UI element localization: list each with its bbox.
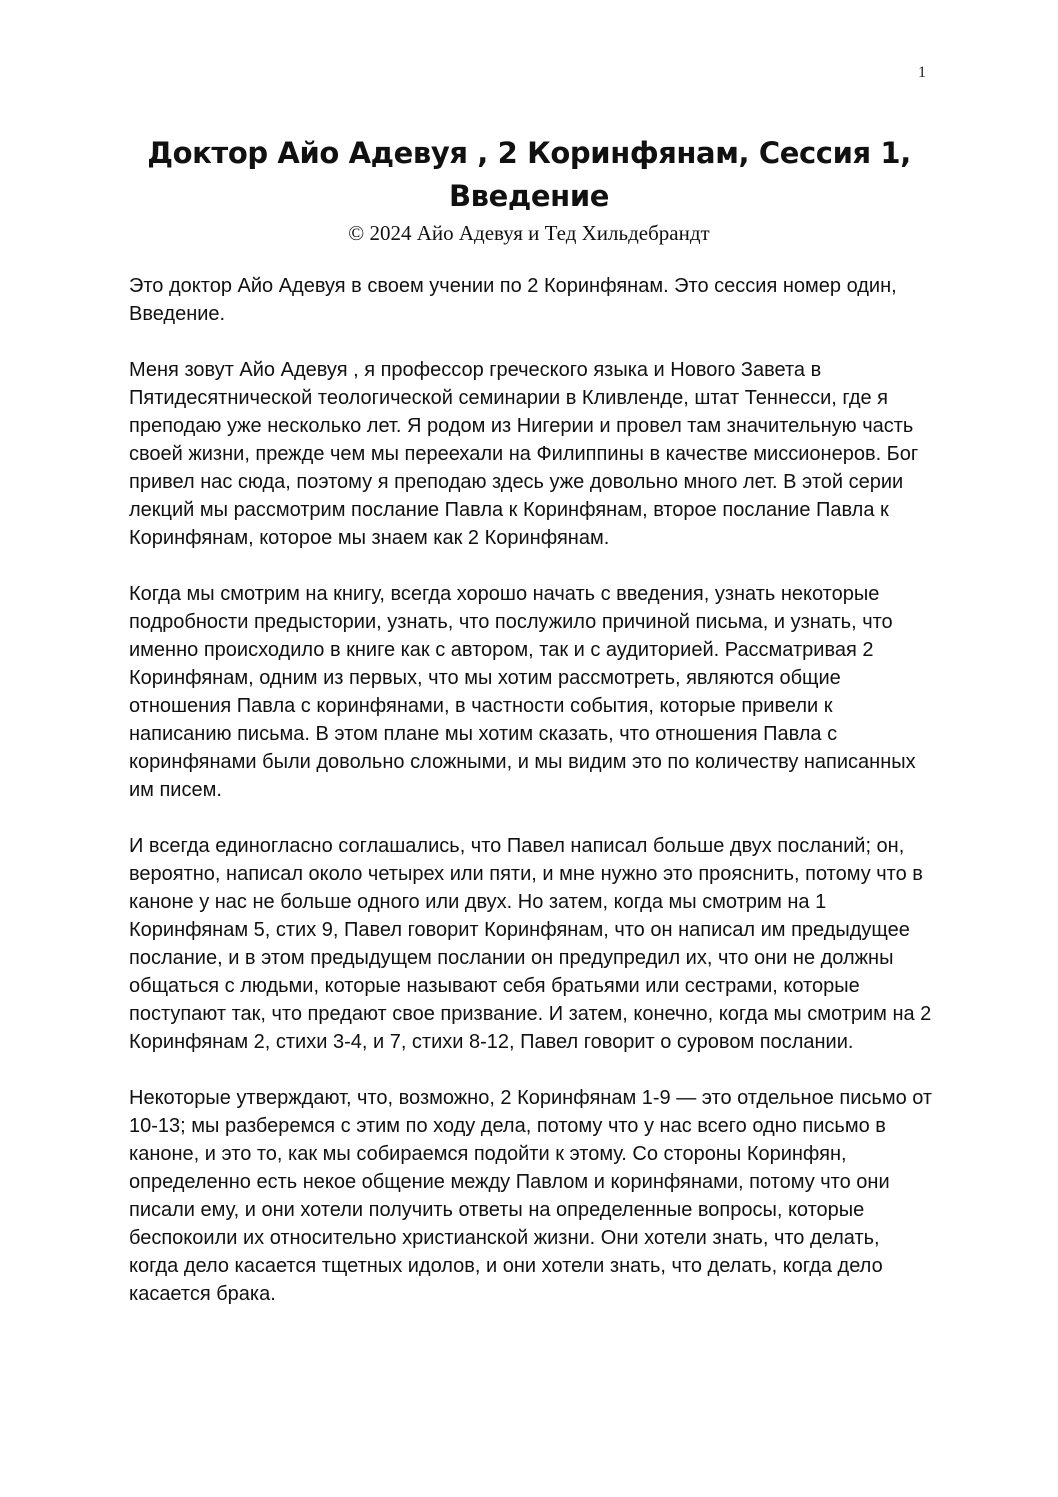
document-title: Доктор Айо Адевуя , 2 Коринфянам, Сессия 1, Введение [147,136,911,213]
page-number: 1 [918,64,926,81]
document-body [129,272,933,1336]
paragraph: Меня зовут Айо Адевуя , я профессор греческого языка и Нового Завета в Пятидесятнической теологической семинарии в Кливленде, штат Теннесси, где я преподаю уже несколько лет. Я родом из Нигерии и провел там значительную часть своей жизни, прежде чем мы переехали на Филиппины в качестве миссионеров. Бог привел нас сюда, поэтому я преподаю здесь уже довольно много лет. В этой серии лекций мы рассмотрим послание Павла к Коринфянам, второе послание Павла к Коринфянам, которое мы знаем как 2 Коринфянам. [129,359,919,549]
title-block [100,132,958,246]
paragraph: Когда мы смотрим на книгу, всегда хорошо начать с введения, узнать некоторые подробности предыстории, узнать, что послужило причиной письма, и узнать, что именно происходило в книге как с автором, так и с аудиторией. Рассматривая 2 Коринфянам, одним из первых, что мы хотим рассмотреть, являются общие отношения Павла с коринфянами, в частности события, которые привели к написанию письма. В этом плане мы хотим сказать, что отношения Павла с коринфянами были довольно сложными, и мы видим это по количеству написанных им писем. [129,583,916,801]
paragraph: Некоторые утверждают, что, возможно, 2 Коринфянам 1-9 — это отдельное письмо от 10-13; мы разберемся с этим по ходу дела, потому что у нас всего одно письмо в каноне, и это то, как мы собираемся подойти к этому. Со стороны Коринфян, определенно есть некое общение между Павлом и коринфянами, потому что они писали ему, и они хотели получить ответы на определенные вопросы, которые беспокоили их относительно христианской жизни. Они хотели знать, что делать, когда дело касается тщетных идолов, и они хотели знать, что делать, когда дело касается брака. [129,1087,933,1305]
copyright-line: © 2024 Айо Адевуя и Тед Хильдебрандт [348,221,710,245]
paragraph: Это доктор Айо Адевуя в своем учении по 2 Коринфянам. Это сессия номер один, Введение. [129,275,897,325]
paragraph: И всегда единогласно соглашались, что Павел написал больше двух посланий; он, вероятно, написал около четырех или пяти, и мне нужно это прояснить, потому что в каноне у нас не больше одного или двух. Но затем, когда мы смотрим на 1 Коринфянам 5, стих 9, Павел говорит Коринфянам, что он написал им предыдущее послание, и в этом предыдущем послании он предупредил их, что они не должны общаться с людьми, которые называют себя братьями или сестрами, которые поступают так, что предают свое призвание. И затем, конечно, когда мы смотрим на 2 Коринфянам 2, стихи 3-4, и 7, стихи 8-12, Павел говорит о суровом послании. [129,835,932,1053]
